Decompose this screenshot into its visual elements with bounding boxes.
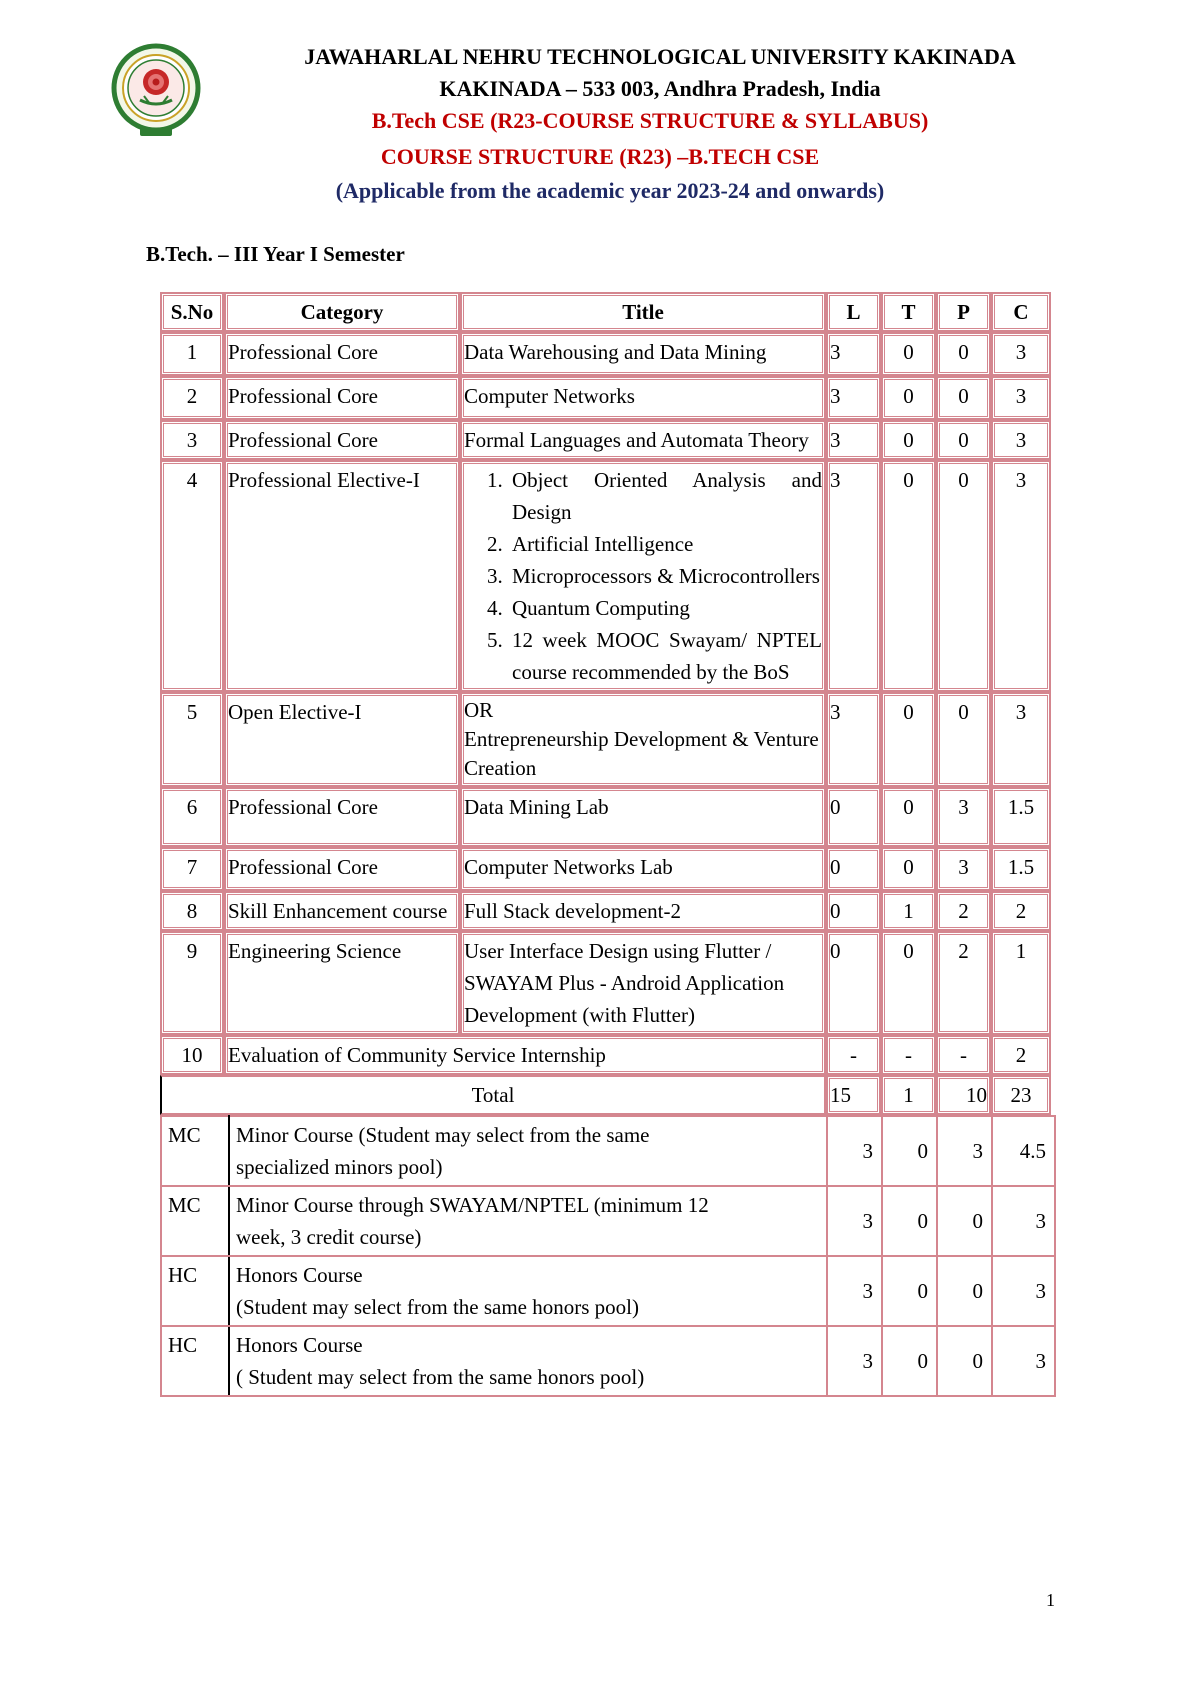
row-p: 0 (936, 420, 991, 460)
row-t: 1 (881, 891, 936, 931)
row-l: 3 (826, 376, 881, 420)
row-l: 0 (826, 787, 881, 847)
row-t: 0 (881, 460, 936, 692)
row-c: 3 (991, 692, 1051, 787)
course-code: HC (161, 1256, 229, 1326)
row-c: 2 (991, 891, 1051, 931)
row-c: 3 (991, 420, 1051, 460)
table-row (161, 1326, 1055, 1396)
semester-heading: B.Tech. – III Year I Semester (146, 242, 405, 266)
row-l: 0 (826, 847, 881, 891)
course-description (229, 1116, 827, 1186)
row-l: 3 (826, 692, 881, 787)
course-code: HC (161, 1326, 229, 1396)
course-desc-line: week, 3 credit course) (236, 1225, 422, 1249)
row-title: Computer Networks (460, 376, 826, 420)
header-t: T (881, 292, 936, 332)
row-category: Engineering Science (224, 931, 460, 1035)
row-l: - (826, 1035, 881, 1075)
row-title-cell (460, 692, 826, 787)
row-sno: 10 (160, 1035, 224, 1075)
row-p: 0 (936, 460, 991, 692)
row-sno: 8 (160, 891, 224, 931)
row-title: User Interface Design using Flutter / SWAYAM Plus - Android Application Development (with Flutter) (460, 931, 826, 1035)
list-item: 1. Object Oriented Analysis and Design (508, 464, 822, 528)
table-row (161, 1256, 1055, 1326)
row-p: 0 (936, 332, 991, 376)
row-p: 0 (936, 376, 991, 420)
row-c: 3 (991, 376, 1051, 420)
course-code: MC (161, 1116, 229, 1186)
row-t: 0 (882, 1256, 937, 1326)
row-category: Skill Enhancement course (224, 891, 460, 931)
row-l: 3 (826, 332, 881, 376)
minor-honors-table (160, 1115, 1056, 1397)
table-row (160, 787, 1051, 847)
row-l: 3 (827, 1116, 882, 1186)
row-category: Open Elective-I (224, 692, 460, 787)
course-structure-title: COURSE STRUCTURE (R23) –B.TECH CSE (380, 144, 820, 169)
row-t: - (881, 1035, 936, 1075)
course-description (229, 1326, 827, 1396)
row-sno: 4 (160, 460, 224, 692)
university-name: JAWAHARLAL NEHRU TECHNOLOGICAL UNIVERSITY KAKINADA (304, 44, 1016, 69)
row-p: - (936, 1035, 991, 1075)
list-item: 3. Microprocessors & Microcontrollers (508, 560, 822, 592)
row-category: Professional Elective-I (224, 460, 460, 692)
list-item: 5. 12 week MOOC Swayam/ NPTEL course recommended by the BoS (508, 624, 822, 688)
total-t: 1 (881, 1075, 936, 1115)
row-c: 3 (992, 1186, 1055, 1256)
row-c: 2 (991, 1035, 1051, 1075)
row-c: 1.5 (991, 847, 1051, 891)
row-category: Professional Core (224, 787, 460, 847)
course-desc-line: ( Student may select from the same honors pool) (236, 1365, 645, 1389)
row-title: Formal Languages and Automata Theory (460, 420, 826, 460)
row-sno: 1 (160, 332, 224, 376)
row-title-or: OR (464, 698, 494, 722)
row-c: 3 (991, 332, 1051, 376)
course-desc-line: Honors Course (236, 1333, 363, 1357)
row-l: 3 (826, 420, 881, 460)
row-p: 0 (937, 1326, 992, 1396)
row-title: Entrepreneurship Development & Venture Creation (464, 727, 819, 780)
row-t: 0 (881, 692, 936, 787)
row-c: 1.5 (991, 787, 1051, 847)
row-p: 2 (936, 891, 991, 931)
total-l: 15 (826, 1075, 881, 1115)
row-p: 3 (937, 1116, 992, 1186)
header-l: L (826, 292, 881, 332)
course-description (229, 1256, 827, 1326)
row-c: 1 (991, 931, 1051, 1035)
header-title: Title (460, 292, 826, 332)
row-t: 0 (881, 931, 936, 1035)
table-row (160, 1035, 1051, 1075)
row-category: Professional Core (224, 376, 460, 420)
course-table (160, 292, 1056, 1397)
row-category: Evaluation of Community Service Internship (224, 1035, 826, 1075)
row-sno: 7 (160, 847, 224, 891)
total-c: 23 (991, 1075, 1051, 1115)
table-row (160, 692, 1051, 787)
row-l: 3 (827, 1256, 882, 1326)
row-t: 0 (882, 1326, 937, 1396)
header-c: C (991, 292, 1051, 332)
header-p: P (936, 292, 991, 332)
row-l: 0 (826, 931, 881, 1035)
row-title: Data Warehousing and Data Mining (460, 332, 826, 376)
course-desc-line: Minor Course (Student may select from the same (236, 1123, 650, 1147)
row-l: 3 (827, 1186, 882, 1256)
table-row (160, 420, 1051, 460)
page-number: 1 (1046, 1590, 1055, 1610)
total-label: Total (160, 1075, 826, 1115)
row-sno: 6 (160, 787, 224, 847)
row-t: 0 (881, 332, 936, 376)
table-header-row (160, 292, 1051, 332)
total-row (160, 1075, 1051, 1115)
row-t: 0 (881, 376, 936, 420)
header-sno: S.No (160, 292, 224, 332)
row-t: 0 (881, 420, 936, 460)
table-row (160, 460, 1051, 692)
row-c: 4.5 (992, 1116, 1055, 1186)
row-t: 0 (882, 1116, 937, 1186)
row-sno: 5 (160, 692, 224, 787)
row-title: Data Mining Lab (460, 787, 826, 847)
table-row (160, 847, 1051, 891)
table-row (160, 332, 1051, 376)
table-row (160, 376, 1051, 420)
elective-list (464, 464, 822, 688)
row-t: 0 (882, 1186, 937, 1256)
row-c: 3 (991, 460, 1051, 692)
course-desc-line: Honors Course (236, 1263, 363, 1287)
row-p: 0 (937, 1186, 992, 1256)
table-row (160, 891, 1051, 931)
row-sno: 3 (160, 420, 224, 460)
row-p: 3 (936, 847, 991, 891)
row-category: Professional Core (224, 847, 460, 891)
row-title: Full Stack development-2 (460, 891, 826, 931)
row-p: 2 (936, 931, 991, 1035)
row-sno: 9 (160, 931, 224, 1035)
table-row (160, 931, 1051, 1035)
row-category: Professional Core (224, 420, 460, 460)
applicability-note: (Applicable from the academic year 2023-24 and onwards) (335, 178, 885, 203)
row-title: Computer Networks Lab (460, 847, 826, 891)
row-p: 3 (936, 787, 991, 847)
row-c: 3 (992, 1256, 1055, 1326)
table-row (161, 1116, 1055, 1186)
header-category: Category (224, 292, 460, 332)
table-row (161, 1186, 1055, 1256)
row-l: 3 (826, 460, 881, 692)
university-address: KAKINADA – 533 003, Andhra Pradesh, India (439, 76, 881, 101)
row-sno: 2 (160, 376, 224, 420)
course-desc-line: specialized minors pool) (236, 1155, 443, 1179)
list-item: 4. Quantum Computing (508, 592, 822, 624)
course-code: MC (161, 1186, 229, 1256)
elective-list-cell (460, 460, 826, 692)
row-c: 3 (992, 1326, 1055, 1396)
row-p: 0 (936, 692, 991, 787)
row-t: 0 (881, 847, 936, 891)
program-title: B.Tech CSE (R23-COURSE STRUCTURE & SYLLABUS) (371, 108, 929, 133)
row-p: 0 (937, 1256, 992, 1326)
course-description (229, 1186, 827, 1256)
total-p: 10 (936, 1075, 991, 1115)
course-desc-line: Minor Course through SWAYAM/NPTEL (minimum 12 (236, 1193, 709, 1217)
row-l: 3 (827, 1326, 882, 1396)
row-category: Professional Core (224, 332, 460, 376)
list-item: 2. Artificial Intelligence (508, 528, 822, 560)
course-desc-line: (Student may select from the same honors pool) (236, 1295, 639, 1319)
row-t: 0 (881, 787, 936, 847)
row-l: 0 (826, 891, 881, 931)
